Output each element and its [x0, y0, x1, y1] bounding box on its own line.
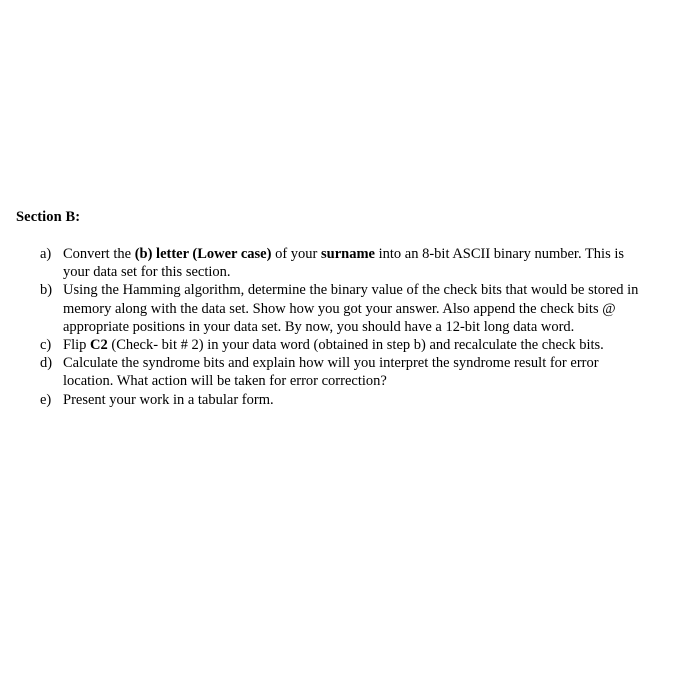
text-run: of your — [271, 246, 321, 262]
text-run: Calculate the syndrome bits and explain how will you interpret the syndrome result for error location. What action will be taken for error correction? — [63, 355, 599, 390]
text-run: into an 8-bit ASCII binary number. This is your data set for this section. — [63, 246, 625, 281]
question-item-e — [40, 391, 650, 409]
question-item-c — [40, 336, 650, 354]
text-run: Convert the — [63, 246, 135, 262]
question-marker: a) — [40, 246, 52, 262]
section-title: Section B: — [16, 209, 81, 225]
question-text — [63, 246, 624, 280]
text-run: Flip — [63, 337, 90, 354]
text-run: Present your work in a tabular form. — [63, 391, 274, 408]
question-text — [63, 392, 274, 408]
question-item-d — [40, 354, 650, 390]
question-item-b — [40, 281, 650, 336]
text-run: (Check- bit # 2) in your data word (obtained in step b) and recalculate the check bits. — [107, 337, 604, 354]
question-marker: e) — [40, 391, 52, 408]
question-item-a — [40, 245, 650, 281]
text-run-bold: C2 — [90, 337, 108, 354]
text-run-bold: surname — [321, 246, 375, 262]
question-list — [40, 245, 650, 409]
question-text — [63, 337, 604, 353]
text-run-bold: (b) letter (Lower case) — [134, 246, 272, 262]
question-text — [63, 282, 638, 334]
question-text — [63, 355, 599, 389]
text-run: Using the Hamming algorithm, determine the binary value of the check bits that would be stored in memory along with the data set. Show how you got your answer. Also append the check bits @ appropriate positions in your data set. By now, you should have a 12-bit long data word. — [63, 282, 639, 335]
question-marker: c) — [40, 337, 52, 354]
question-marker: d) — [40, 355, 53, 372]
question-marker: b) — [40, 282, 53, 299]
